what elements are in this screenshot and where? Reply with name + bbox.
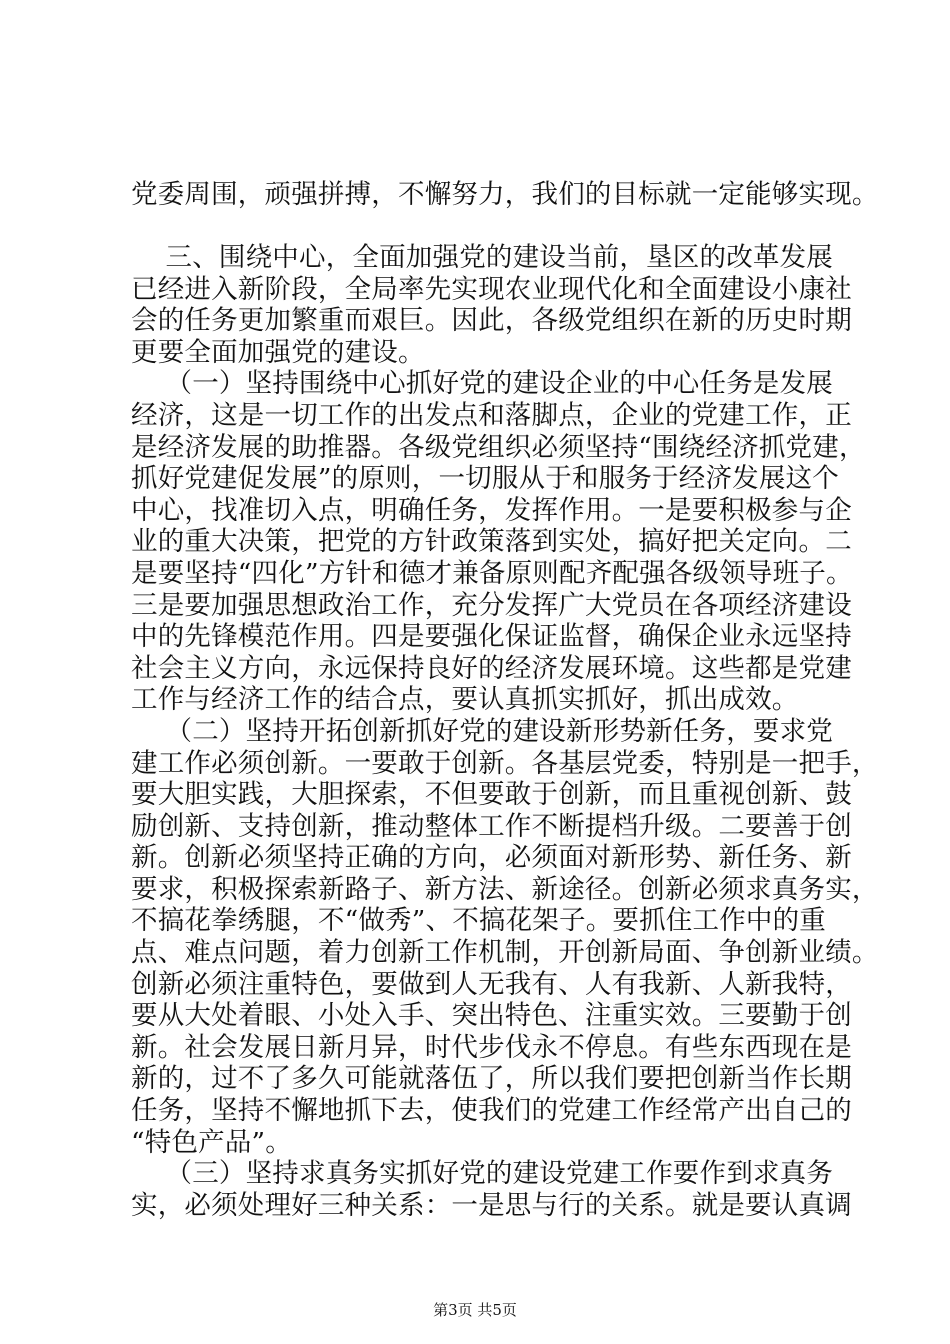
text-line: （二）坚持开拓创新抓好党的建设新形势新任务，要求党 xyxy=(131,715,833,747)
text-line: 党委周围，顽强拼搏，不懈努力，我们的目标就一定能够实现。 xyxy=(131,179,879,210)
text-line: 会的任务更加繁重而艰巨。因此，各级党组织在新的历史时期 xyxy=(131,305,852,337)
text-line: 新的，过不了多久可能就落伍了，所以我们要把创新当作长期 xyxy=(131,1063,852,1095)
text-line: 点、难点问题，着力创新工作机制，开创新局面、争创新业绩。 xyxy=(131,937,879,969)
text-line: 工作与经济工作的结合点，要认真抓实抓好，抓出成效。 xyxy=(131,684,799,716)
text-line: 抓好党建促发展”的原则，一切服从于和服务于经济发展这个 xyxy=(131,463,839,495)
text-line: 已经进入新阶段，全局率先实现农业现代化和全面建设小康社 xyxy=(131,273,852,305)
text-line: （一）坚持围绕中心抓好党的建设企业的中心任务是发展 xyxy=(131,368,833,400)
text-line: “特色产品”。 xyxy=(131,1126,292,1158)
text-line: 是要坚持“四化”方针和德才兼备原则配齐配强各级领导班子。 xyxy=(131,557,853,589)
text-line: 建工作必须创新。一要敢于创新。各基层党委，特别是一把手， xyxy=(131,747,879,779)
text-line: 三、围绕中心，全面加强党的建设当前，垦区的改革发展 xyxy=(131,242,833,273)
text-line: 创新必须注重特色，要做到人无我有、人有我新、人新我特， xyxy=(131,968,852,1000)
paragraph-body xyxy=(131,242,879,1221)
text-line: 中的先锋模范作用。四是要强化保证监督，确保企业永远坚持 xyxy=(131,621,852,653)
paragraph-continuation xyxy=(131,179,879,211)
text-line: 社会主义方向，永远保持良好的经济发展环境。这些都是党建 xyxy=(131,652,852,684)
text-line: 实，必须处理好三种关系：一是思与行的关系。就是要认真调 xyxy=(131,1189,852,1221)
text-line: 经济，这是一切工作的出发点和落脚点，企业的党建工作，正 xyxy=(131,399,852,431)
text-line: （三）坚持求真务实抓好党的建设党建工作要作到求真务 xyxy=(131,1158,833,1190)
text-line: 是经济发展的助推器。各级党组织必须坚持“围绕经济抓党建， xyxy=(131,431,866,463)
page-footer: 第3页 共5页 xyxy=(433,1301,517,1319)
text-line: 中心，找准切入点，明确任务，发挥作用。一是要积极参与企 xyxy=(131,494,852,526)
text-line: 三是要加强思想政治工作，充分发挥广大党员在各项经济建设 xyxy=(131,589,852,621)
text-line: 任务，坚持不懈地抓下去，使我们的党建工作经常产出自己的 xyxy=(131,1095,852,1127)
text-line: 更要全面加强党的建设。 xyxy=(131,336,425,368)
text-line: 新。创新必须坚持正确的方向，必须面对新形势、新任务、新 xyxy=(131,842,852,874)
text-line: 要求，积极探索新路子、新方法、新途径。创新必须求真务实， xyxy=(131,873,879,905)
text-line: 不搞花拳绣腿，不“做秀”、不搞花架子。要抓住工作中的重 xyxy=(131,905,826,937)
text-line: 励创新、支持创新，推动整体工作不断提档升级。二要善于创 xyxy=(131,810,852,842)
text-line: 要大胆实践，大胆探索，不但要敢于创新，而且重视创新、鼓 xyxy=(131,779,852,811)
text-line: 新。社会发展日新月异，时代步伐永不停息。有些东西现在是 xyxy=(131,1031,852,1063)
text-line: 业的重大决策，把党的方针政策落到实处，搞好把关定向。二 xyxy=(131,526,852,558)
text-line: 要从大处着眼、小处入手、突出特色、注重实效。三要勤于创 xyxy=(131,1000,852,1032)
